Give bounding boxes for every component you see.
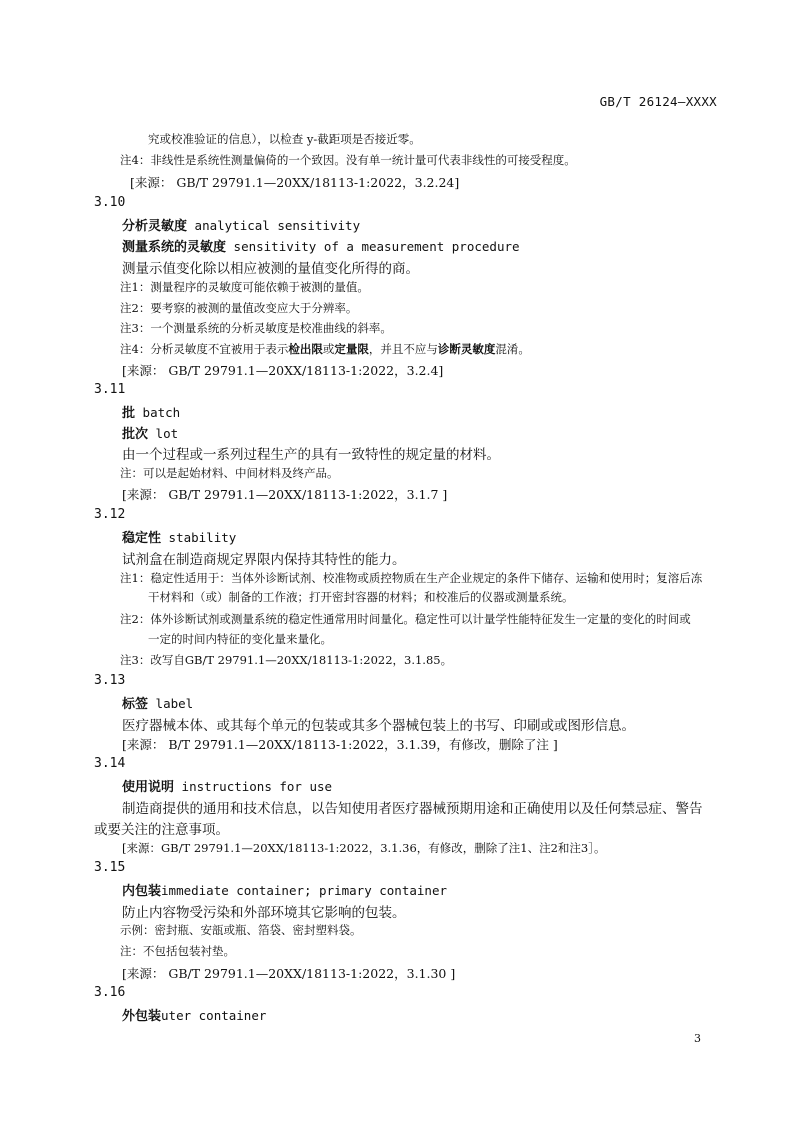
term-entry	[122, 215, 360, 234]
note: 注：不包括包装衬垫。	[120, 944, 235, 958]
clause-number: 3.15	[94, 860, 126, 875]
term-entry	[122, 693, 193, 712]
source-citation: [来源： GB/T 29791.1—20XX/18113-1:2022，3.1.7 ]	[122, 487, 448, 502]
term-en: label	[148, 696, 194, 711]
note-continuation: 一定的时间内特征的变化量来量化。	[148, 632, 332, 646]
definition: 试剂盒在制造商规定界限内保持其特性的能力。	[122, 552, 406, 568]
term-en: batch	[135, 405, 181, 420]
term-reference: 检出限	[288, 342, 323, 356]
term-en: immediate container; primary container	[161, 883, 447, 898]
term-zh: 批	[122, 406, 136, 421]
term-zh: 外包装	[122, 1009, 162, 1024]
page-header-doc-code: GB/T 26124—XXXX	[599, 94, 717, 109]
term-zh: 批次	[122, 427, 149, 442]
term-en: analytical sensitivity	[187, 218, 361, 233]
term-entry	[122, 527, 236, 546]
term-reference: 定量限	[334, 342, 369, 356]
term-en: stability	[161, 530, 237, 545]
source-citation: [来源： GB/T 29791.1—20XX/18113-1:2022，3.2.24]	[130, 175, 460, 190]
definition: 制造商提供的通用和技术信息，以告知使用者医疗器械预期用途和正确使用以及任何禁忌症、警告	[122, 801, 703, 817]
note-text: 注4：分析灵敏度不宜被用于表示	[120, 342, 289, 356]
term-en: instructions for use	[174, 779, 333, 794]
term-zh: 稳定性	[122, 531, 162, 546]
example: 示例：密封瓶、安瓿或瓶、箔袋、密封塑料袋。	[120, 923, 362, 937]
note: 注：可以是起始材料、中间材料及终产品。	[120, 466, 339, 480]
clause-number: 3.11	[94, 382, 126, 397]
definition: 医疗器械本体、或其每个单元的包装或其多个器械包装上的书写、印刷或或图形信息。	[122, 718, 635, 734]
definition: 防止内容物受污染和外部环境其它影响的包装。	[122, 905, 406, 921]
note: 注1：稳定性适用于：当体外诊断试剂、校准物或质控物质在生产企业规定的条件下储存、运输和使用时；复溶后冻	[120, 571, 703, 585]
note: 注2：体外诊断试剂或测量系统的稳定性通常用时间量化。稳定性可以计量学性能特征发生一定量的变化的时间或	[120, 612, 691, 626]
note-text: 或	[322, 342, 335, 356]
note-continuation: 干材料和（或）制备的工作液；打开密封容器的材料；和校准后的仪器或测量系统。	[148, 590, 574, 604]
term-zh: 测量系统的灵敏度	[122, 240, 227, 255]
term-zh: 使用说明	[122, 780, 175, 795]
clause-number: 3.13	[94, 673, 126, 688]
note-4-nonlinearity: 注4：非线性是系统性测量偏倚的一个致因。没有单一统计量可代表非线性的可接受程度。	[120, 153, 576, 167]
term-en: sensitivity of a measurement procedure	[226, 239, 520, 254]
source-citation: [来源： B/T 29791.1—20XX/18113-1:2022，3.1.39，有修改，删除了注 ]	[122, 737, 558, 752]
definition-continuation: 或要关注的注意事项。	[94, 822, 229, 838]
term-zh: 分析灵敏度	[122, 219, 188, 234]
source-citation: [来源： GB/T 29791.1—20XX/18113-1:2022，3.2.4]	[122, 363, 444, 378]
term-zh: 标签	[122, 697, 149, 712]
note: 注1：测量程序的灵敏度可能依赖于被测的量值。	[120, 280, 369, 294]
source-citation: [来源： GB/T 29791.1—20XX/18113-1:2022，3.1.30 ]	[122, 966, 456, 981]
clause-number: 3.16	[94, 985, 126, 1000]
term-entry	[122, 423, 178, 442]
note: 注3：一个测量系统的分析灵敏度是校准曲线的斜率。	[120, 321, 392, 335]
page-number: 3	[694, 1032, 701, 1045]
note: 注3：改写自GB/T 29791.1—20XX/18113-1:2022，3.1.85。	[120, 653, 453, 667]
term-entry	[122, 402, 180, 421]
note-text: ，并且不应与	[368, 342, 438, 356]
clause-number: 3.10	[94, 195, 126, 210]
clause-number: 3.14	[94, 756, 126, 771]
note-continuation: 究或校准验证的信息），以检查 y-截距项是否接近零。	[148, 132, 421, 146]
term-entry	[122, 236, 520, 255]
note-text: 混淆。	[495, 342, 530, 356]
source-citation: [来源：GB/T 29791.1—20XX/18113-1:2022，3.1.36，有修改，删除了注1、注2和注3］。	[122, 841, 606, 855]
term-entry	[122, 776, 332, 795]
term-en: lot	[148, 426, 179, 441]
note: 注2：要考察的被测的量值改变应大于分辨率。	[120, 301, 358, 315]
term-entry	[122, 880, 447, 899]
term-reference: 诊断灵敏度	[437, 342, 496, 356]
note	[120, 341, 530, 357]
definition: 测量示值变化除以相应被测的量值变化所得的商。	[122, 261, 419, 277]
definition: 由一个过程或一系列过程生产的具有一致特性的规定量的材料。	[122, 447, 500, 463]
term-entry	[122, 1005, 266, 1024]
term-en: uter container	[161, 1008, 267, 1023]
term-zh: 内包装	[122, 884, 162, 899]
clause-number: 3.12	[94, 507, 126, 522]
